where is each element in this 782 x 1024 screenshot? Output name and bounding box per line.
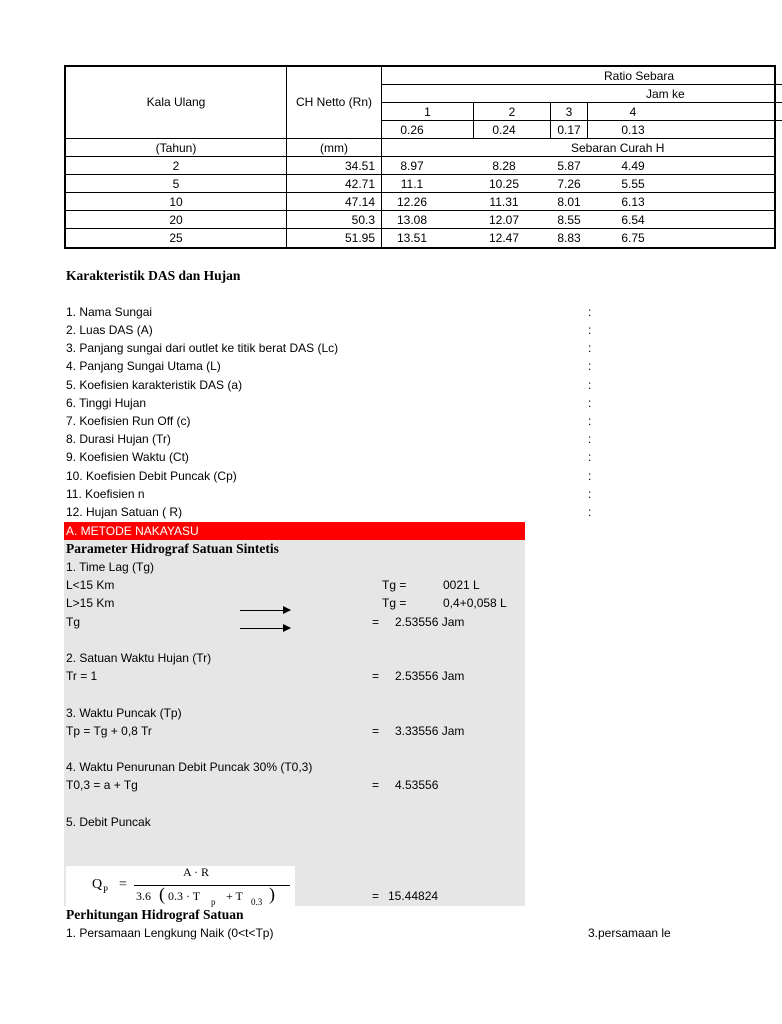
tg-more-value: 0,4+0,058 L bbox=[443, 596, 507, 610]
colon-separator: : bbox=[588, 359, 592, 373]
equals-sign: = bbox=[372, 778, 380, 792]
tr-title: 2. Satuan Waktu Hujan (Tr) bbox=[66, 651, 212, 665]
value-cell: 12.26 bbox=[396, 195, 428, 209]
kala-ulang-cell: 20 bbox=[169, 213, 183, 227]
value-cell: 7.26 bbox=[557, 177, 581, 191]
right-arrow-icon bbox=[240, 610, 290, 611]
header-jam-ke: Jam ke bbox=[646, 87, 685, 101]
list-item: 6. Tinggi Hujan bbox=[66, 396, 147, 410]
unit-tahun: (Tahun) bbox=[155, 141, 197, 155]
colon-separator: : bbox=[588, 396, 592, 410]
value-cell: 6.54 bbox=[621, 213, 645, 227]
lengkung-naik-label: 1. Persamaan Lengkung Naik (0<t<Tp) bbox=[66, 926, 274, 940]
ch-netto-cell: 47.14 bbox=[344, 195, 375, 209]
list-item: 10. Koefisien Debit Puncak (Cp) bbox=[66, 469, 237, 483]
colon-separator: : bbox=[588, 414, 592, 428]
parameter-title: Parameter Hidrograf Satuan Sintetis bbox=[66, 541, 279, 556]
t03-label: T0,3 = a + Tg bbox=[66, 778, 138, 792]
colon-separator: : bbox=[588, 505, 592, 519]
equals-sign: = bbox=[372, 889, 380, 903]
ratio-value: 0.17 bbox=[557, 123, 581, 137]
equals-sign: = bbox=[372, 615, 380, 629]
tp-result: 3.33556 Jam bbox=[395, 724, 465, 738]
tg-less-value: 0021 L bbox=[443, 578, 480, 592]
jam-number: 1 bbox=[424, 105, 431, 119]
value-cell: 8.83 bbox=[557, 231, 581, 245]
colon-separator: : bbox=[588, 341, 592, 355]
list-item: 2. Luas DAS (A) bbox=[66, 323, 153, 337]
kala-ulang-cell: 10 bbox=[169, 195, 183, 209]
value-cell: 5.55 bbox=[621, 177, 645, 191]
tg-result: 2.53556 Jam bbox=[395, 615, 465, 629]
l-less-label: L<15 Km bbox=[66, 578, 115, 592]
colon-separator: : bbox=[588, 487, 592, 501]
tg-title: 1. Time Lag (Tg) bbox=[66, 560, 155, 574]
formula-lhs: Q bbox=[92, 877, 103, 892]
value-cell: 10.25 bbox=[488, 177, 520, 191]
list-item: 5. Koefisien karakteristik DAS (a) bbox=[66, 378, 243, 392]
list-item: 11. Koefisien n bbox=[66, 487, 145, 501]
ch-netto-cell: 50.3 bbox=[351, 213, 375, 227]
karakteristik-title: Karakteristik DAS dan Hujan bbox=[66, 268, 241, 283]
colon-separator: : bbox=[588, 450, 592, 464]
jam-number: 3 bbox=[565, 105, 573, 119]
value-cell: 11.31 bbox=[489, 195, 519, 209]
value-cell: 13.51 bbox=[396, 231, 428, 245]
list-item: 12. Hujan Satuan ( R) bbox=[66, 505, 183, 519]
formula-den-b-sub: p bbox=[211, 897, 216, 907]
formula-numerator: A · R bbox=[183, 865, 210, 879]
colon-separator: : bbox=[588, 305, 592, 319]
value-cell: 8.01 bbox=[557, 195, 581, 209]
rainfall-distribution-table bbox=[64, 65, 776, 249]
tg-eq-label: Tg = bbox=[382, 596, 407, 610]
value-cell: 6.75 bbox=[621, 231, 645, 245]
value-cell: 13.08 bbox=[396, 213, 428, 227]
ch-netto-cell: 51.95 bbox=[344, 231, 375, 245]
debit-puncak-formula: Q P = A · R 3.6 ( 0.3 · T p + T 0.3 ) bbox=[66, 866, 295, 906]
list-item: 3. Panjang sungai dari outlet ke titik berat DAS (Lc) bbox=[66, 341, 339, 355]
nakayasu-header: A. METODE NAKAYASU bbox=[66, 524, 199, 538]
t03-title: 4. Waktu Penurunan Debit Puncak 30% (T0,3) bbox=[66, 760, 313, 774]
qp-result: 15.44824 bbox=[388, 889, 439, 903]
formula-den-c: + T bbox=[226, 889, 243, 903]
formula-den-c-sub: 0.3 bbox=[251, 897, 263, 907]
ch-netto-cell: 42.71 bbox=[344, 177, 375, 191]
sebaran-curah-hujan-label: Sebaran Curah H bbox=[571, 141, 665, 155]
formula-den-a: 3.6 bbox=[136, 889, 151, 903]
value-cell: 11.1 bbox=[400, 177, 424, 191]
list-item: 1. Nama Sungai bbox=[66, 305, 153, 319]
value-cell: 12.47 bbox=[488, 231, 520, 245]
value-cell: 12.07 bbox=[488, 213, 520, 227]
unit-mm: (mm) bbox=[320, 141, 348, 155]
ratio-value: 0.24 bbox=[492, 123, 516, 137]
persamaan-3-label: 3.persamaan le bbox=[588, 926, 671, 940]
colon-separator: : bbox=[588, 323, 592, 337]
value-cell: 5.87 bbox=[557, 159, 581, 173]
list-item: 7. Koefisien Run Off (c) bbox=[66, 414, 191, 428]
list-item: 4. Panjang Sungai Utama (L) bbox=[66, 359, 221, 373]
equals-sign: = bbox=[372, 724, 380, 738]
ratio-value: 0.13 bbox=[621, 123, 645, 137]
header-ch-netto: CH Netto (Rn) bbox=[295, 95, 372, 109]
colon-separator: : bbox=[588, 469, 592, 483]
formula-den-b: 0.3 · T bbox=[168, 889, 201, 903]
tp-label: Tp = Tg + 0,8 Tr bbox=[66, 724, 152, 738]
tr-label: Tr = 1 bbox=[66, 669, 98, 683]
value-cell: 8.55 bbox=[557, 213, 581, 227]
kala-ulang-cell: 25 bbox=[169, 231, 183, 245]
kala-ulang-cell: 5 bbox=[172, 177, 180, 191]
value-cell: 4.49 bbox=[621, 159, 645, 173]
tp-title: 3. Waktu Puncak (Tp) bbox=[66, 706, 182, 720]
kala-ulang-cell: 2 bbox=[172, 159, 180, 173]
ch-netto-cell: 34.51 bbox=[344, 159, 375, 173]
ratio-value: 0.26 bbox=[400, 123, 424, 137]
tg-label: Tg bbox=[66, 615, 81, 629]
tg-eq-label: Tg = bbox=[382, 578, 407, 592]
value-cell: 8.97 bbox=[400, 159, 424, 173]
colon-separator: : bbox=[588, 432, 592, 446]
value-cell: 6.13 bbox=[621, 195, 645, 209]
equals-sign: = bbox=[372, 669, 380, 683]
colon-separator: : bbox=[588, 378, 592, 392]
header-ratio-sebaran: Ratio Sebara bbox=[604, 69, 675, 83]
l-more-label: L>15 Km bbox=[66, 596, 115, 610]
right-arrow-icon bbox=[240, 628, 290, 629]
jam-number: 4 bbox=[629, 105, 637, 119]
list-item: 9. Koefisien Waktu (Ct) bbox=[66, 450, 189, 464]
t03-result: 4.53556 bbox=[395, 778, 439, 792]
qp-title: 5. Debit Puncak bbox=[66, 815, 151, 829]
perhitungan-title: Perhitungan Hidrograf Satuan bbox=[66, 907, 244, 922]
value-cell: 8.28 bbox=[492, 159, 516, 173]
jam-number: 2 bbox=[508, 105, 516, 119]
formula-lhs-sub: P bbox=[103, 885, 109, 895]
header-kala-ulang: Kala Ulang bbox=[146, 95, 206, 109]
tr-result: 2.53556 Jam bbox=[395, 669, 465, 683]
list-item: 8. Durasi Hujan (Tr) bbox=[66, 432, 171, 446]
